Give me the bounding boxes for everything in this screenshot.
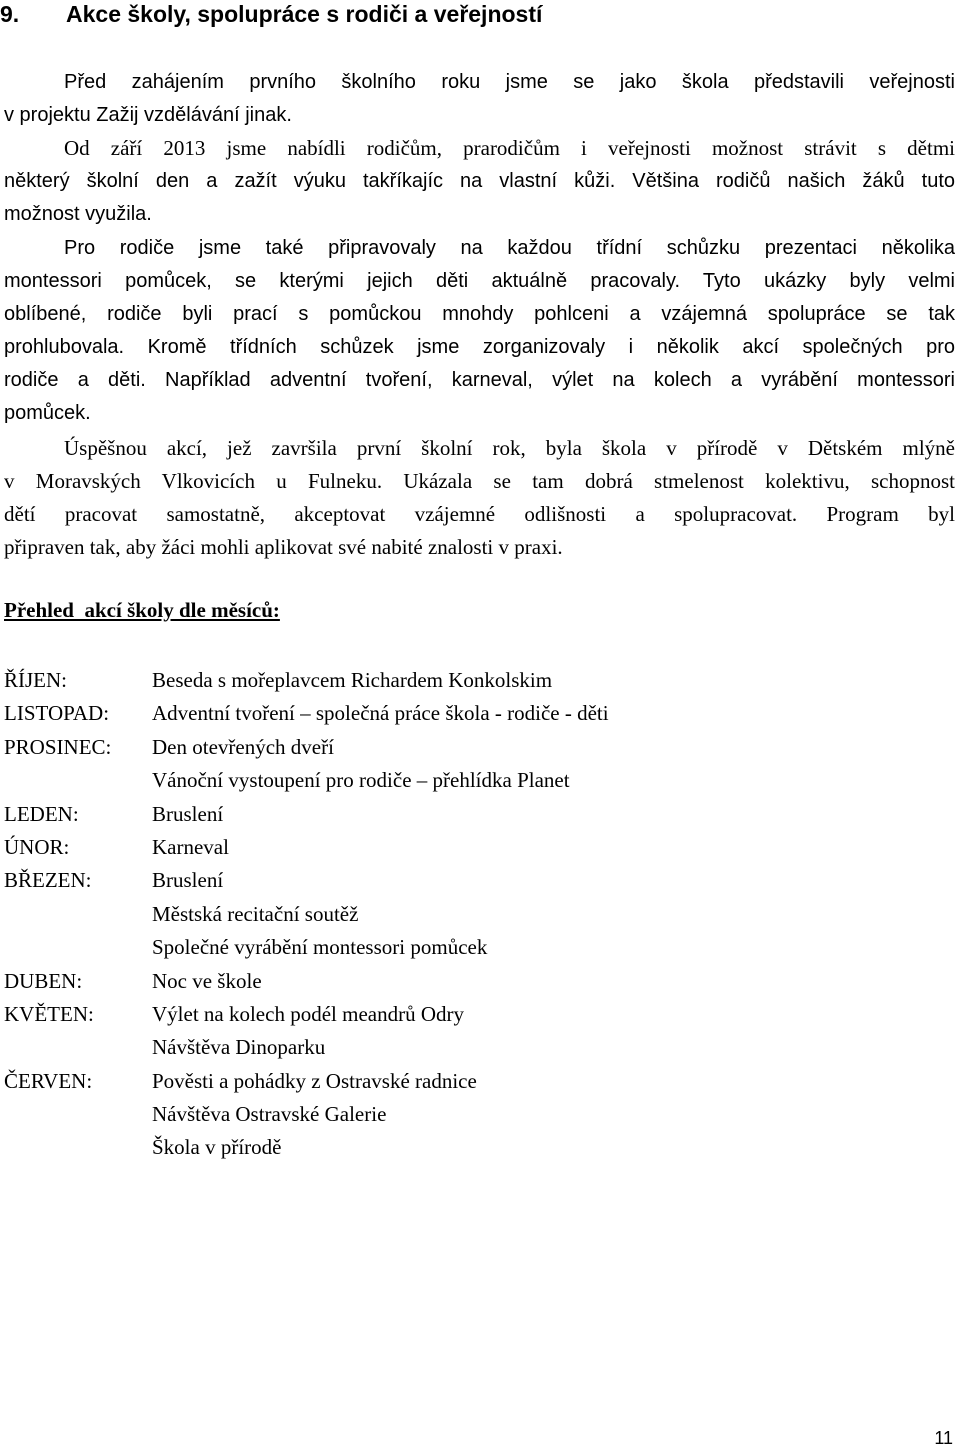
event-month: LEDEN: <box>4 801 79 826</box>
event-month: ÚNOR: <box>4 834 70 859</box>
event-row <box>4 1131 609 1164</box>
event-text: Vánoční vystoupení pro rodiče – přehlídka Planet <box>152 768 570 793</box>
event-row <box>4 798 609 831</box>
event-month: ČERVEN: <box>4 1068 93 1093</box>
paragraph-line: montessori pomůcek, se kterými jejich děti aktuálně pracovaly. Tyto ukázky byly velmi <box>4 270 955 292</box>
event-text: Noc ve škole <box>152 968 262 993</box>
paragraph-line: Úspěšnou akcí, jež završila první školní rok, byla škola v přírodě v Dětském mlýně <box>64 436 955 460</box>
event-text: Bruslení <box>152 801 224 826</box>
event-month <box>4 1031 152 1064</box>
event-row <box>4 898 609 931</box>
paragraph-line: dětí pracovat samostatně, akceptovat vzájemné odlišnosti a spolupracovat. Program byl <box>4 502 955 526</box>
event-text: Adventní tvoření – společná práce škola - rodiče - děti <box>152 701 609 726</box>
event-month <box>4 898 152 931</box>
event-row <box>4 1031 609 1064</box>
event-row <box>4 1065 609 1098</box>
section-title: Akce školy, spolupráce s rodiči a veřejností <box>66 1 543 27</box>
event-row <box>4 831 609 864</box>
paragraph-project-intro <box>4 66 955 132</box>
paragraph-line: v projektu Zažij vzdělávání jinak. <box>4 104 292 126</box>
paragraph-line: Od září 2013 jsme nabídli rodičům, prarodičům i veřejnosti možnost strávit s dětmi <box>64 136 955 160</box>
events-list <box>4 664 609 1165</box>
paragraph-line: některý školní den a zažít výuku takříkajíc na vlastní kůži. Většina rodičů našich žáků tuto <box>4 170 955 192</box>
event-month: BŘEZEN: <box>4 868 92 893</box>
paragraph-line: Před zahájením prvního školního roku jsme se jako škola představili veřejnosti <box>64 71 955 93</box>
event-month <box>4 1131 152 1164</box>
paragraph-line: pomůcek. <box>4 402 91 424</box>
paragraph-line: Pro rodiče jsme také připravovaly na každou třídní schůzku prezentaci několika <box>64 237 955 259</box>
event-row <box>4 764 609 797</box>
paragraph-line: oblíbené, rodiče byli prací s pomůckou mnohdy pohlceni a vzájemná spolupráce se tak <box>4 303 955 325</box>
event-row <box>4 1098 609 1131</box>
paragraph-line: možnost využila. <box>4 203 152 225</box>
paragraph-line: prohlubovala. Kromě třídních schůzek jsme zorganizovaly i několik akcí společných pro <box>4 336 955 358</box>
event-month <box>4 931 152 964</box>
event-text: Karneval <box>152 834 229 859</box>
events-overview-title: Přehled akcí školy dle měsíců: <box>4 598 280 622</box>
event-text: Městská recitační soutěž <box>152 901 359 926</box>
event-row <box>4 965 609 998</box>
event-text: Výlet na kolech podél meandrů Odry <box>152 1001 464 1026</box>
event-row <box>4 998 609 1031</box>
event-text: Návštěva Ostravské Galerie <box>152 1102 387 1127</box>
event-row <box>4 697 609 730</box>
event-text: Návštěva Dinoparku <box>152 1035 326 1060</box>
event-month: LISTOPAD: <box>4 701 110 726</box>
event-month: DUBEN: <box>4 968 83 993</box>
paragraph-parent-meetings <box>4 232 955 430</box>
section-heading <box>0 0 542 28</box>
event-row <box>4 931 609 964</box>
paragraph-line: rodiče a děti. Například adventní tvoření, karneval, výlet na kolech a vyrábění montessori <box>4 369 955 391</box>
paragraph-line: v Moravských Vlkovicích u Fulneku. Ukázala se tam dobrá stmelenost kolektivu, schopnost <box>4 469 955 493</box>
paragraph-line: připraven tak, aby žáci mohli aplikovat své nabité znalosti v praxi. <box>4 535 563 559</box>
event-text: Škola v přírodě <box>152 1135 282 1160</box>
event-month <box>4 764 152 797</box>
event-row <box>4 864 609 897</box>
paragraph-school-in-nature <box>4 432 955 564</box>
event-text: Společné vyrábění montessori pomůcek <box>152 935 488 960</box>
section-number: 9. <box>0 1 20 27</box>
event-text: Pověsti a pohádky z Ostravské radnice <box>152 1068 477 1093</box>
event-month <box>4 1098 152 1131</box>
event-row <box>4 731 609 764</box>
event-text: Bruslení <box>152 868 224 893</box>
event-month: KVĚTEN: <box>4 1001 94 1026</box>
paragraph-open-days <box>4 132 955 231</box>
event-month: PROSINEC: <box>4 734 112 759</box>
event-month: ŘÍJEN: <box>4 668 67 692</box>
page-number: 11 <box>934 1428 953 1448</box>
event-text: Den otevřených dveří <box>152 734 334 759</box>
event-text: Beseda s mořeplavcem Richardem Konkolskim <box>152 668 553 692</box>
event-row <box>4 664 609 697</box>
